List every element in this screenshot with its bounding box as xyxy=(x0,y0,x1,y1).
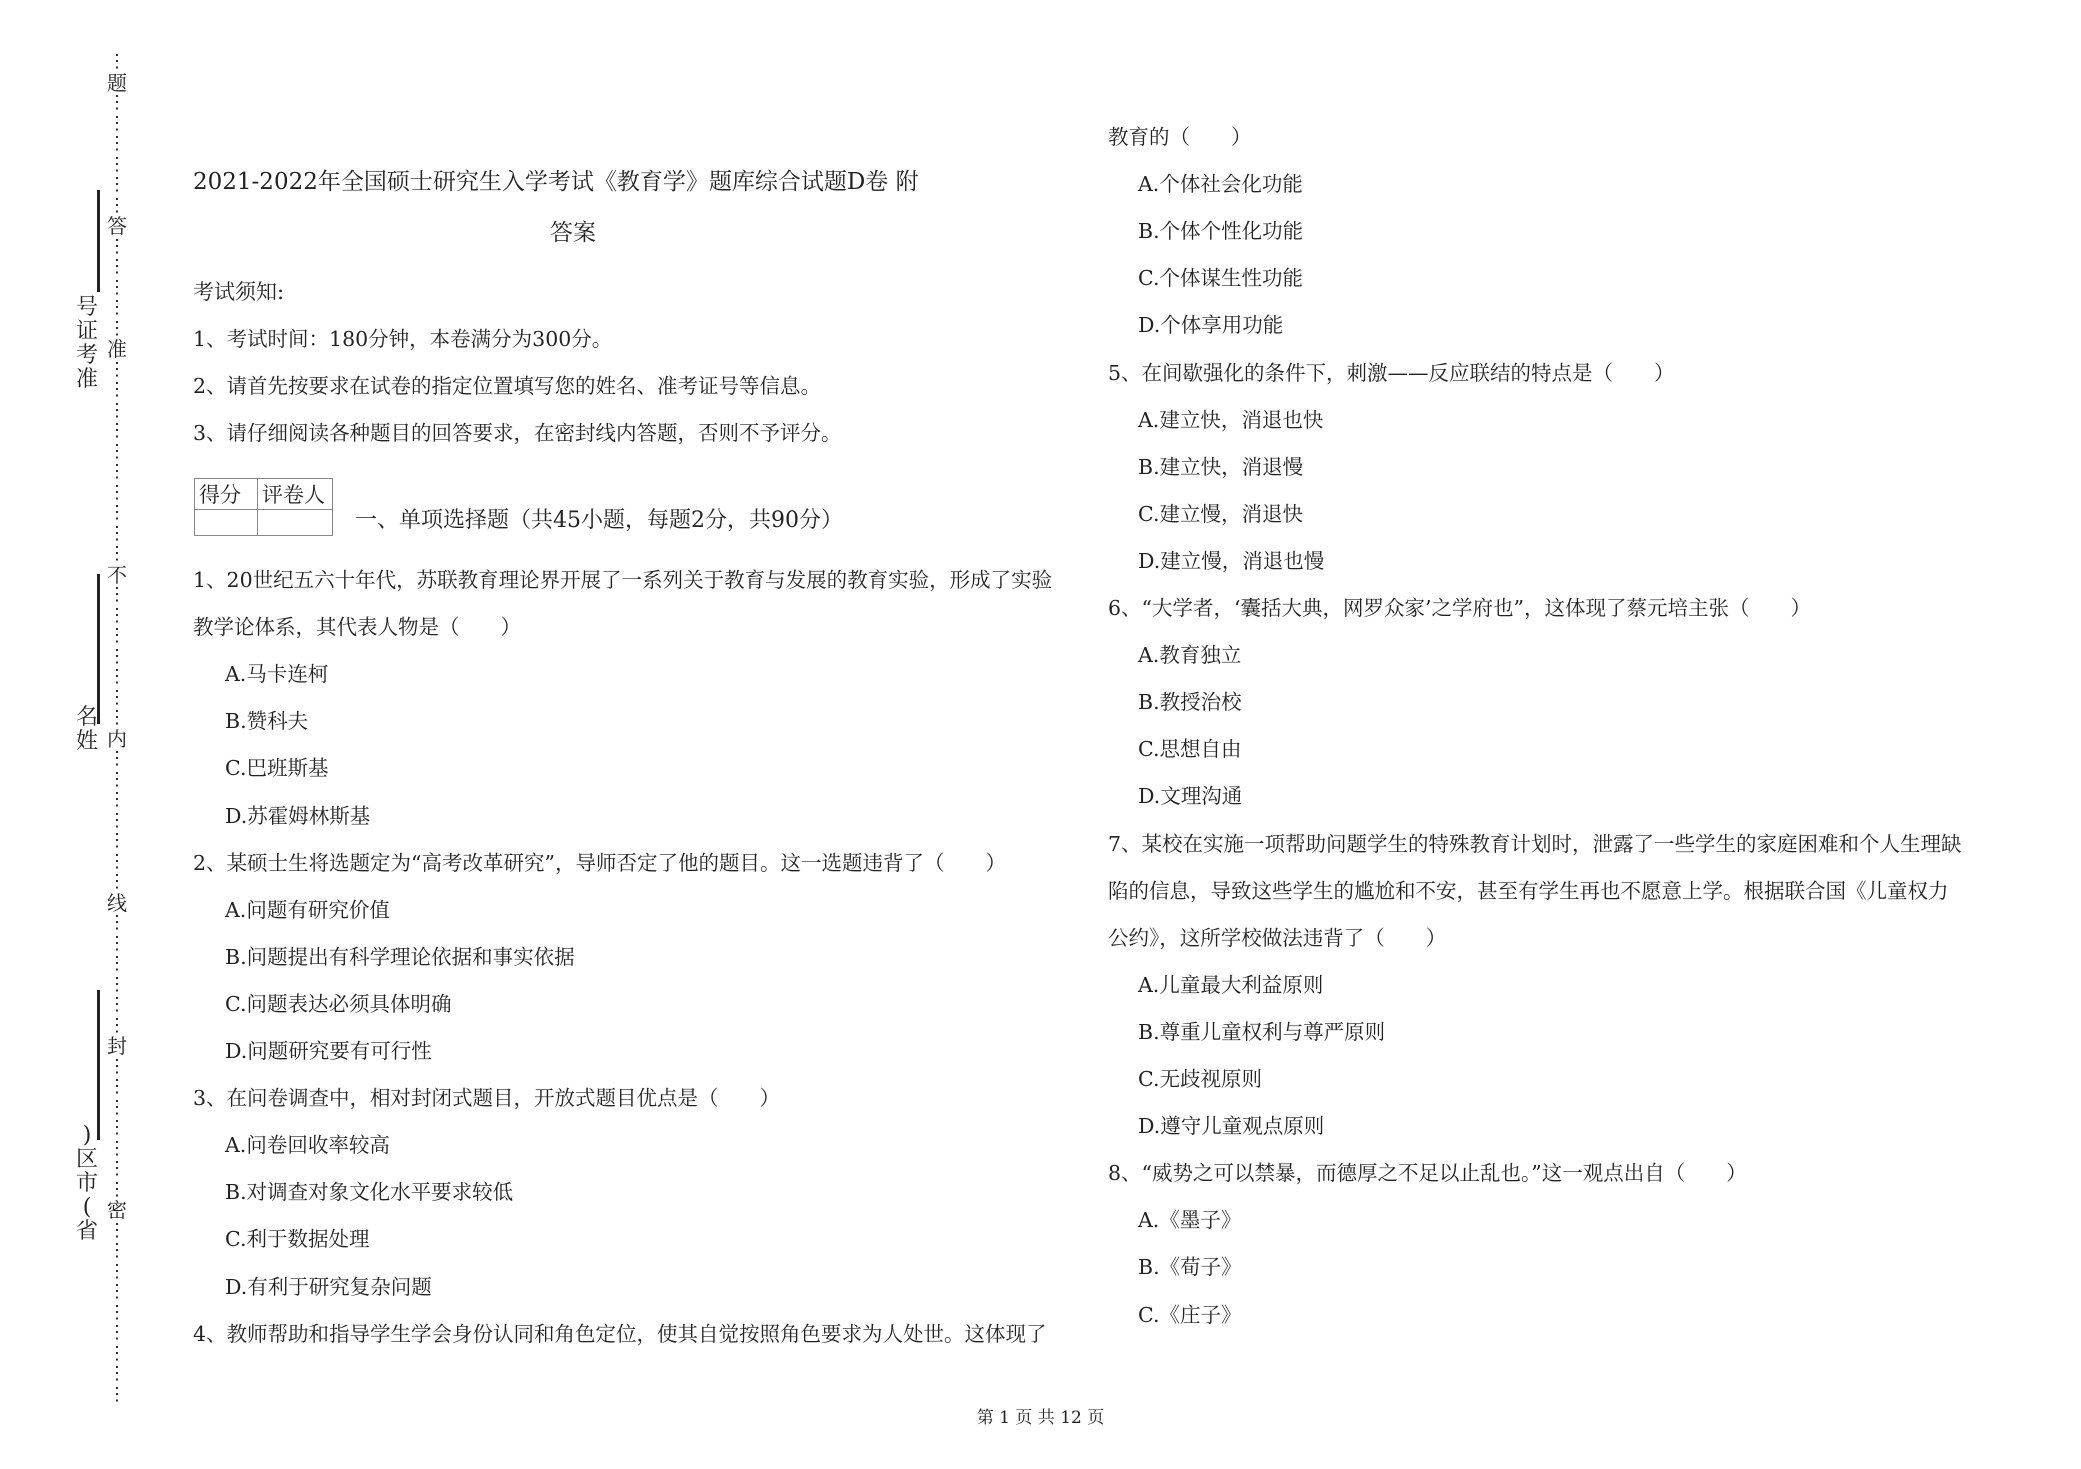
question-text: 3、在问卷调查中，相对封闭式题目，开放式题目优点是（ ） xyxy=(193,1086,781,1111)
seal-dot: ⋮ xyxy=(108,112,126,134)
seal-dot: ⋮ xyxy=(108,276,126,298)
exam-id-field-label: 号 证 考 准 xyxy=(75,295,98,392)
seal-dot: ⋮ xyxy=(108,543,126,564)
seal-dot: ⋮ xyxy=(108,1158,126,1179)
seal-dot: ⋮ xyxy=(108,1137,126,1159)
seal-dot: ⋮ xyxy=(108,1342,126,1364)
seal-dot: ⋮ xyxy=(108,1014,126,1036)
answer-option: D.问题研究要有可行性 xyxy=(225,1039,432,1063)
seal-dot: ⋮ xyxy=(108,1178,126,1200)
seal-char: 线 xyxy=(107,890,127,915)
answer-option: B.赞科夫 xyxy=(225,709,309,734)
answer-option: C.《庄子》 xyxy=(1138,1302,1242,1327)
seal-dot: ⋮ xyxy=(108,584,126,605)
answer-option: D.苏霍姆林斯基 xyxy=(225,803,371,828)
seal-dot: ⋮ xyxy=(108,994,126,1015)
seal-dot: ⋮ xyxy=(108,1260,126,1282)
answer-option: A.马卡连柯 xyxy=(225,662,329,687)
answer-option: A.问题有研究价值 xyxy=(225,897,390,922)
seal-dot: ⋮ xyxy=(108,912,126,933)
seal-dot: ⋮ xyxy=(108,297,126,318)
seal-dot: ⋮ xyxy=(108,1240,126,1261)
answer-option: B.《荀子》 xyxy=(1138,1255,1242,1280)
seal-dot: ⋮ xyxy=(108,502,126,523)
section-title: 一、单项选择题（共45小题，每题2分，共90分） xyxy=(355,508,843,533)
seal-line-segment xyxy=(97,990,100,1140)
region-field-label: ) 区 市 ( 省 xyxy=(75,1123,98,1244)
answer-option: C.利于数据处理 xyxy=(225,1227,370,1252)
seal-dot: ⋮ xyxy=(108,973,126,995)
score-header: 得分 xyxy=(195,479,258,510)
answer-option: C.建立慢，消退快 xyxy=(1138,501,1303,526)
question-text: 教育的（ ） xyxy=(1108,125,1252,149)
seal-dot: ⋮ xyxy=(108,1055,126,1077)
answer-option: B.个体个性化功能 xyxy=(1138,219,1304,244)
answer-option: B.建立快，消退慢 xyxy=(1138,454,1304,479)
seal-dot: ⋮ xyxy=(108,707,126,728)
answer-option: A.建立快，消退也快 xyxy=(1138,407,1324,432)
answer-option: D.遵守儿童观点原则 xyxy=(1138,1114,1325,1139)
seal-dot: ⋮ xyxy=(108,1219,126,1241)
question-text: 5、在间歇强化的条件下，刺激——反应联结的特点是（ ） xyxy=(1108,360,1675,385)
seal-char: 密 xyxy=(107,1198,127,1222)
seal-dot: ⋮ xyxy=(108,666,126,687)
seal-dot: ⋮ xyxy=(108,153,126,175)
answer-option: D.有利于研究复杂问题 xyxy=(225,1274,432,1299)
seal-dot: ⋮ xyxy=(108,1096,126,1118)
seal-dot: ⋮ xyxy=(108,92,126,113)
answer-option: C.个体谋生性功能 xyxy=(1138,266,1303,291)
answer-option: A.个体社会化功能 xyxy=(1138,172,1303,197)
seal-dot: ⋮ xyxy=(108,481,126,503)
name-field-label: 名 姓 xyxy=(75,705,98,754)
seal-dot: ⋮ xyxy=(108,399,126,421)
answer-option: B.尊重儿童权利与尊严原则 xyxy=(1138,1019,1386,1044)
answer-option: B.对调查对象文化水平要求较低 xyxy=(225,1180,514,1205)
exam-title-line2: 答案 xyxy=(550,220,596,246)
seal-dot: ⋮ xyxy=(108,133,126,154)
question-text: 4、教师帮助和指导学生学会身份认同和角色定位，使其自觉按照角色要求为人处世。这体现了 xyxy=(193,1321,1047,1346)
question-text: 教学论体系，其代表人物是（ ） xyxy=(193,615,521,640)
seal-dot: ⋮ xyxy=(108,748,126,769)
question-text: 1、20世纪五六十年代，苏联教育理论界开展了一系列关于教育与发展的教育实验，形成了实验 xyxy=(193,568,1053,592)
seal-dot: ⋮ xyxy=(108,1117,126,1138)
answer-option: A.《墨子》 xyxy=(1138,1208,1242,1233)
answer-option: C.巴班斯基 xyxy=(225,756,329,781)
question-text: 6、“大学者，‘囊括大典，网罗众家’之学府也”，这体现了蔡元培主张（ ） xyxy=(1108,596,1812,620)
answer-option: B.教授治校 xyxy=(1138,690,1242,715)
seal-dot: ⋮ xyxy=(108,789,126,810)
seal-dot: ⋮ xyxy=(108,379,126,400)
answer-option: C.思想自由 xyxy=(1138,737,1242,762)
seal-dot: ⋮ xyxy=(108,235,126,257)
notice-item: 3、请仔细阅读各种题目的回答要求，在密封线内答题，否则不予评分。 xyxy=(193,421,842,445)
seal-char: 准 xyxy=(107,337,127,361)
answer-option: D.建立慢，消退也慢 xyxy=(1138,548,1325,573)
score-cell xyxy=(195,510,258,536)
seal-dot: ⋮ xyxy=(108,174,126,195)
question-text: 8、“威势之可以禁暴，而德厚之不足以止乱也。”这一观点出自（ ） xyxy=(1108,1161,1747,1186)
seal-dot: ⋮ xyxy=(108,625,126,646)
seal-dot: ⋮ xyxy=(108,953,126,974)
question-text: 7、某校在实施一项帮助问题学生的特殊教育计划时，泄露了一些学生的家庭困难和个人生理缺 xyxy=(1108,831,1962,856)
seal-char: 封 xyxy=(107,1034,127,1058)
answer-option: A.儿童最大利益原则 xyxy=(1138,972,1324,997)
seal-dot: ⋮ xyxy=(108,461,126,482)
seal-dot: ⋮ xyxy=(108,850,126,872)
seal-dot: ⋮ xyxy=(108,768,126,790)
seal-char: 题 xyxy=(107,70,127,95)
seal-dot: ⋮ xyxy=(108,645,126,667)
seal-dot: ⋮ xyxy=(108,871,126,892)
seal-dot: ⋮ xyxy=(108,686,126,708)
seal-dot: ⋮ xyxy=(108,440,126,462)
seal-dot: ⋮ xyxy=(108,522,126,544)
seal-dot: ⋮ xyxy=(108,809,126,831)
notice-heading: 考试须知: xyxy=(193,280,285,304)
seal-dot: ⋮ xyxy=(108,1076,126,1097)
seal-dot: ⋮ xyxy=(108,604,126,626)
answer-option: C.问题表达必须具体明确 xyxy=(225,991,452,1016)
seal-dot: ⋮ xyxy=(108,420,126,441)
answer-option: B.问题提出有科学理论依据和事实依据 xyxy=(225,944,575,969)
seal-char: 内 xyxy=(107,726,127,751)
seal-dot: ⋮ xyxy=(108,358,126,380)
seal-dot: ⋮ xyxy=(108,317,126,339)
answer-option: D.个体享用功能 xyxy=(1138,313,1284,338)
exam-title-line1: 2021-2022年全国硕士研究生入学考试《教育学》题库综合试题D卷 附 xyxy=(193,169,919,195)
seal-dot: ⋮ xyxy=(108,194,126,216)
answer-option: C.无歧视原则 xyxy=(1138,1067,1262,1091)
seal-dot: ⋮ xyxy=(108,1301,126,1323)
score-table xyxy=(194,478,333,536)
answer-option: A.教育独立 xyxy=(1138,643,1242,668)
seal-dot: ⋮ xyxy=(108,51,126,72)
question-text: 公约》，这所学校做法违背了（ ） xyxy=(1108,925,1447,950)
seal-line-segment xyxy=(97,574,100,724)
grader-header: 评卷人 xyxy=(258,479,333,510)
seal-dot: ⋮ xyxy=(108,1281,126,1302)
seal-dot: ⋮ xyxy=(108,830,126,851)
seal-dot: ⋮ xyxy=(108,1383,126,1405)
question-text: 2、某硕士生将选题定为“高考改革研究”，导师否定了他的题目。这一选题违背了（ ） xyxy=(193,850,1007,875)
seal-dot: ⋮ xyxy=(108,932,126,954)
page-footer: 第 1 页 共 12 页 xyxy=(976,1408,1105,1428)
seal-dots-column xyxy=(104,52,130,1405)
seal-dot: ⋮ xyxy=(108,1363,126,1384)
question-text: 陷的信息，导致这些学生的尴尬和不安，甚至有学生再也不愿意上学。根据联合国《儿童权力 xyxy=(1108,878,1949,903)
grader-cell xyxy=(258,510,333,536)
seal-line-segment xyxy=(97,190,100,292)
answer-option: A.问卷回收率较高 xyxy=(225,1133,390,1158)
seal-dot: ⋮ xyxy=(108,1322,126,1343)
seal-char: 不 xyxy=(107,562,127,587)
seal-dot: ⋮ xyxy=(108,256,126,277)
seal-char: 答 xyxy=(107,214,127,238)
answer-option: D.文理沟通 xyxy=(1138,784,1243,809)
notice-item: 2、请首先按要求在试卷的指定位置填写您的姓名、准考证号等信息。 xyxy=(193,374,822,398)
notice-item: 1、考试时间：180分钟，本卷满分为300分。 xyxy=(193,327,613,351)
